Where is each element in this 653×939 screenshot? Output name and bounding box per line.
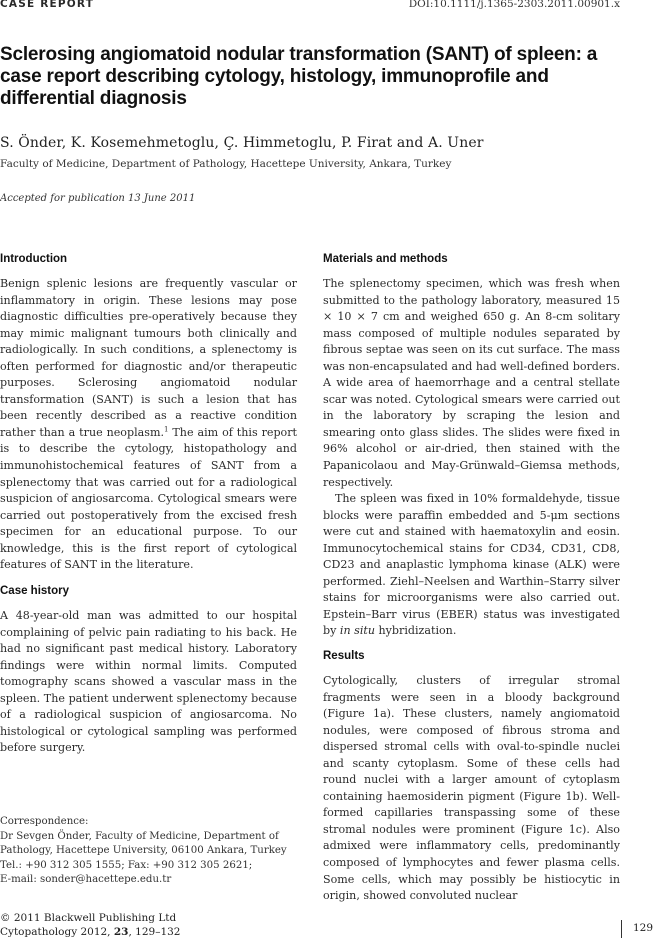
correspondence: [0, 815, 300, 888]
article-title: Sclerosing angiomatoid nodular transformation (SANT) of spleen: a case report describing cytology, histology, immunoprofile and differential diagnosis: [0, 44, 630, 110]
introduction-paragraph: [0, 276, 297, 574]
copyright: © 2011 Blackwell Publishing Ltd: [0, 912, 181, 926]
results-heading: Results: [323, 650, 620, 662]
reference-marker[interactable]: 1: [164, 425, 168, 433]
correspondence-line-1: Dr Sevgen Önder, Faculty of Medicine, Department of: [0, 830, 300, 845]
methods-text-2: hybridization.: [375, 624, 456, 637]
journal-name: Cytopathology 2012,: [0, 926, 114, 938]
case-history-heading: Case history: [0, 585, 297, 597]
introduction-text-2: The aim of this report is to describe the cytology, histopathology and immunohistochemical features of SANT from a splenectomy that was carried out for a radiological suspicion of angiosarcoma. Cytological smears were carried out postoperatively from the excised fresh specimen for an educational purpose. To our knowledge, this is the first report of cytological features of SANT in the literature.: [0, 426, 297, 571]
page-footer: [0, 912, 181, 939]
correspondence-line-2: Pathology, Hacettepe University, 06100 Ankara, Turkey: [0, 844, 300, 859]
correspondence-email[interactable]: E-mail: sonder@hacettepe.edu.tr: [0, 873, 300, 888]
doi[interactable]: DOI:10.1111/j.1365-2303.2011.00901.x: [409, 0, 620, 10]
journal-volume: 23: [114, 926, 129, 938]
section-label: CASE REPORT: [0, 0, 94, 10]
journal-pages: , 129–132: [128, 926, 180, 938]
results-paragraph: Cytologically, clusters of irregular stromal fragments were seen in a bloody background (Figure 1a). These clusters, namely angiomatoid nodules, were composed of fibrous stroma and dispersed stromal cells with oval-to-spindle nuclei and scanty cytoplasm. Some of these cells had round nuclei with a larger amount of cytoplasm containing haemosiderin pigment (Figure 1b). Well-formed capillaries transpassing some of these stromal nodules were prominent (Figure 1c). Also admixed were inflammatory cells, predominantly composed of lymphocytes and fewer plasma cells. Some cells, which may possibly be histiocytic in origin, showed convoluted nuclear: [323, 673, 620, 905]
journal-citation: [0, 926, 181, 939]
affiliation: Faculty of Medicine, Department of Pathology, Hacettepe University, Ankara, Turkey: [0, 158, 451, 170]
introduction-text-1: Benign splenic lesions are frequently vascular or inflammatory in origin. These lesions may pose diagnostic difficulties pre-operatively because they may mimic malignant tumours both clinically and radiologically. In such conditions, a splenectomy is often performed for diagnostic and/or therapeutic purposes. Sclerosing angiomatoid nodular transformation (SANT) is such a lesion that has been recently described as a reactive condition rather than a true neoplasm.: [0, 277, 297, 439]
methods-paragraph-2: [323, 491, 620, 640]
case-history-paragraph: A 48-year-old man was admitted to our hospital complaining of pelvic pain radiating to his back. He had no significant past medical history. Laboratory findings were within normal limits. Computed tomography scans showed a vascular mass in the spleen. The patient underwent splenectomy because of a radiological suspicion of angiosarcoma. No histological or cytological sampling was performed before surgery.: [0, 608, 297, 757]
correspondence-label: Correspondence:: [0, 815, 300, 830]
accepted-date: Accepted for publication 13 June 2011: [0, 193, 195, 204]
methods-text-1: The spleen was fixed in 10% formaldehyde, tissue blocks were paraffin embedded and 5-μm sections were cut and stained with haematoxylin and eosin. Immunocytochemical stains for CD34, CD31, CD8, CD23 and anaplastic lymphoma kinase (ALK) were performed. Ziehl–Neelsen and Warthin–Starry silver stains for microorganisms were also carried out. Epstein–Barr virus (EBER) status was investigated by: [323, 492, 620, 637]
methods-paragraph-1: The splenectomy specimen, which was fresh when submitted to the pathology laboratory, measured 15 × 10 × 7 cm and weighed 650 g. An 8-cm solitary mass composed of multiple nodules separated by fibrous septae was seen on its cut surface. The mass was non-encapsulated and had well-defined borders. A wide area of haemorrhage and a central stellate scar was noted. Cytological smears were carried out in the laboratory by scraping the lesion and smearing onto glass slides. The slides were fixed in 96% alcohol or air-dried, then stained with the Papanicolaou and May-Grünwald–Giemsa methods, respectively.: [323, 276, 620, 491]
introduction-heading: Introduction: [0, 253, 297, 265]
footer-divider: [621, 920, 622, 938]
page-number: 129: [633, 922, 653, 934]
correspondence-line-3: Tel.: +90 312 305 1555; Fax: +90 312 305 2621;: [0, 859, 300, 874]
methods-heading: Materials and methods: [323, 253, 620, 265]
methods-italic-term: in situ: [340, 624, 375, 637]
author-list: S. Önder, K. Kosemehmetoglu, Ç. Himmetoglu, P. Firat and A. Uner: [0, 135, 484, 151]
